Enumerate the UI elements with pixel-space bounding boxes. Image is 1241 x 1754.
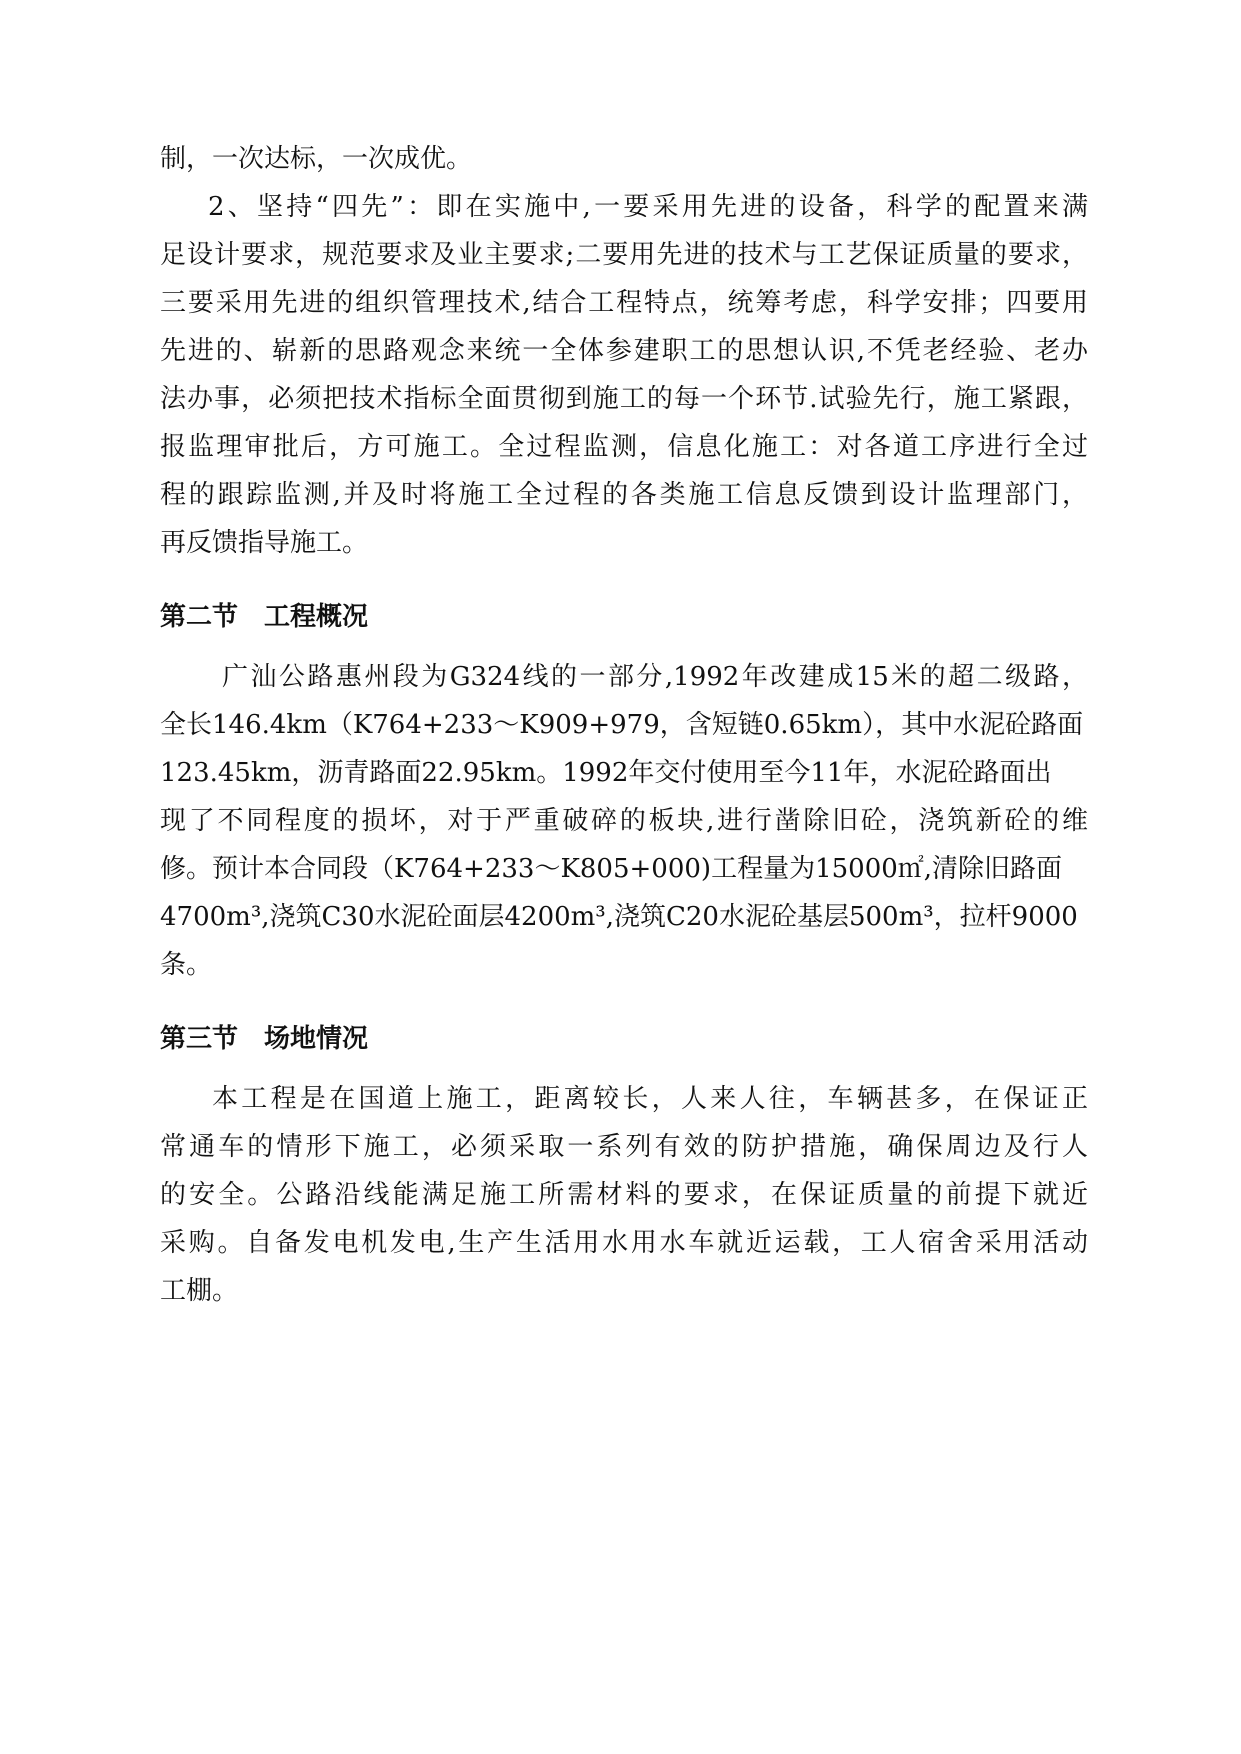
paragraph-line: 再反馈指导施工。	[160, 528, 369, 558]
paragraph-line: 条。	[160, 950, 213, 980]
paragraph-line: 修。预计本合同段（K764+233～K805+000)工程量为15000㎡,清除旧路面	[160, 854, 1063, 884]
paragraph-line: 足设计要求，规范要求及业主要求;二要用先进的技术与工艺保证质量的要求，	[160, 240, 1088, 270]
section-heading: 第二节 工程概况	[160, 602, 369, 632]
paragraph-line: 常通车的情形下施工，必须采取一系列有效的防护措施，确保周边及行人	[160, 1132, 1088, 1162]
paragraph-line: 现了不同程度的损坏，对于严重破碎的板块,进行凿除旧砼，浇筑新砼的维	[160, 806, 1088, 836]
paragraph-line: 先进的、崭新的思路观念来统一全体参建职工的思想认识,不凭老经验、老办	[160, 336, 1088, 366]
paragraph-line: 2、坚持“四先”：即在实施中,一要采用先进的设备，科学的配置来满	[208, 192, 1088, 222]
paragraph-line: 程的跟踪监测,并及时将施工全过程的各类施工信息反馈到设计监理部门，	[160, 480, 1088, 510]
paragraph-line: 广汕公路惠州段为G324线的一部分,1992年改建成15米的超二级路，	[222, 662, 1088, 692]
paragraph-line: 法办事，必须把技术指标全面贯彻到施工的每一个环节.试验先行，施工紧跟，	[160, 384, 1088, 414]
paragraph-line: 本工程是在国道上施工，距离较长，人来人往，车辆甚多，在保证正	[212, 1084, 1088, 1114]
paragraph-line: 三要采用先进的组织管理技术,结合工程特点，统筹考虑，科学安排；四要用	[160, 288, 1088, 318]
paragraph-line: 全长146.4km（K764+233～K909+979，含短链0.65km），其中水泥砼路面	[160, 710, 1084, 740]
paragraph-line: 工棚。	[160, 1276, 239, 1306]
section-heading: 第三节 场地情况	[160, 1024, 369, 1054]
paragraph-line: 采购。自备发电机发电,生产生活用水用水车就近运载，工人宿舍采用活动	[160, 1228, 1088, 1258]
paragraph-line: 制，一次达标，一次成优。	[160, 144, 473, 174]
paragraph-line: 4700m³,浇筑C30水泥砼面层4200m³,浇筑C20水泥砼基层500m³，拉杆9000	[160, 902, 1078, 932]
paragraph-line: 的安全。公路沿线能满足施工所需材料的要求，在保证质量的前提下就近	[160, 1180, 1088, 1210]
paragraph-line: 123.45km，沥青路面22.95km。1992年交付使用至今11年，水泥砼路面出	[160, 758, 1052, 788]
paragraph-line: 报监理审批后，方可施工。全过程监测，信息化施工：对各道工序进行全过	[160, 432, 1088, 462]
